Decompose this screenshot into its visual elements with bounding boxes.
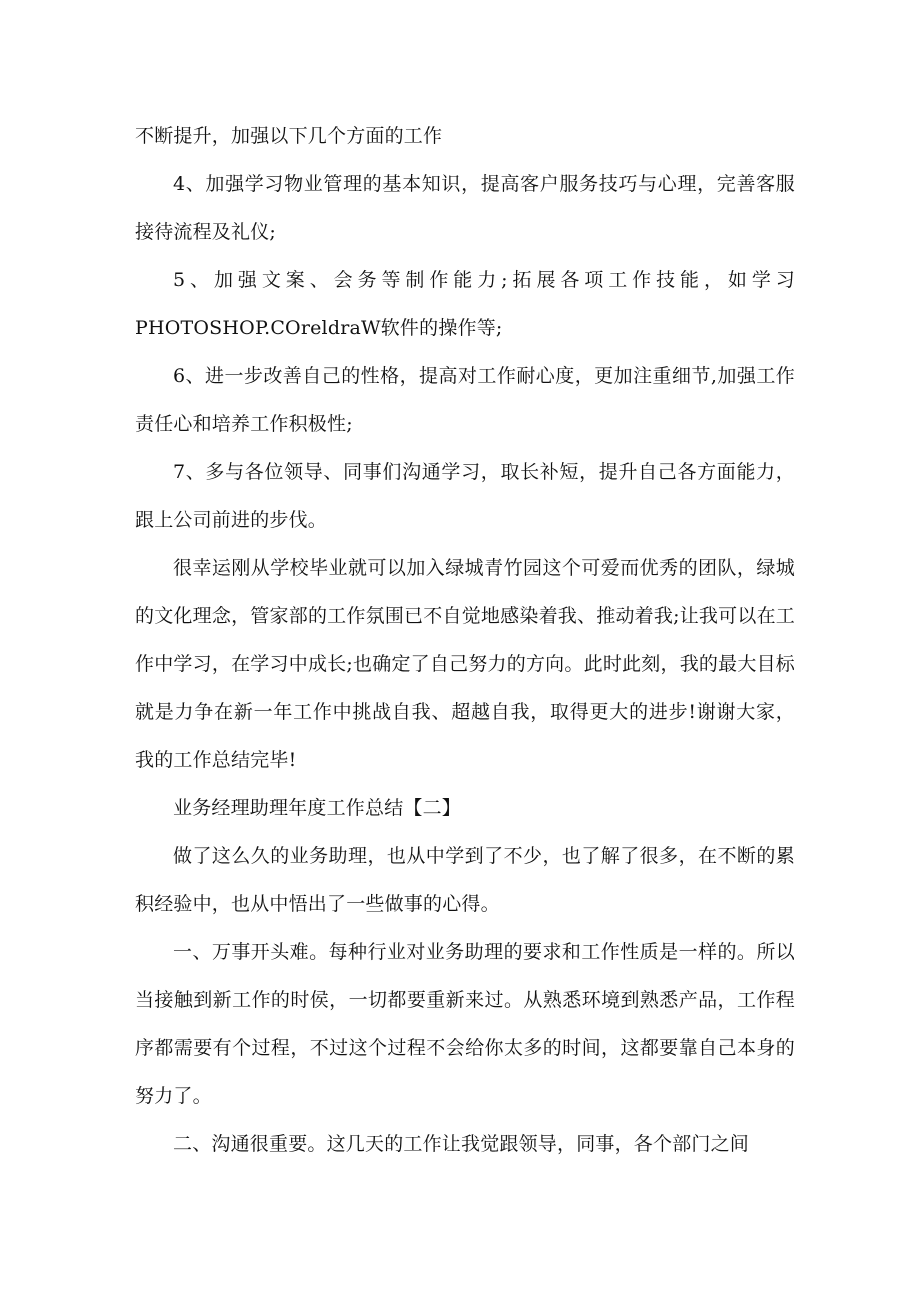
document-body (135, 112, 795, 1168)
paragraph-intro: 做了这么久的业务助理，也从中学到了不少，也了解了很多，在不断的累积经验中，也从中悟出了一些做事的心得。 (135, 845, 795, 915)
paragraph-point-1: 一、万事开头难。每种行业对业务助理的要求和工作性质是一样的。所以当接触到新工作的时侯，一切都要重新来过。从熟悉环境到熟悉产品，工作程序都需要有个过程，不过这个过程不会给你太多的时间，这都要靠自己本身的努力了。 (135, 941, 795, 1107)
paragraph-item-5: 5、加强文案、会务等制作能力;拓展各项工作技能，如学习PHOTOSHOP.COreldraW软件的操作等; (135, 269, 795, 339)
paragraph-item-4: 4、加强学习物业管理的基本知识，提高客户服务技巧与心理，完善客服接待流程及礼仪; (135, 173, 795, 243)
paragraph-item-6: 6、进一步改善自己的性格，提高对工作耐心度，更加注重细节,加强工作责任心和培养工作积极性; (135, 365, 795, 435)
paragraph-point-2: 二、沟通很重要。这几天的工作让我觉跟领导，同事，各个部门之间 (173, 1133, 750, 1155)
paragraph-continuation: 不断提升，加强以下几个方面的工作 (135, 125, 443, 147)
paragraph-closing: 很幸运刚从学校毕业就可以加入绿城青竹园这个可爱而优秀的团队，绿城的文化理念，管家部的工作氛围已不自觉地感染着我、推动着我;让我可以在工作中学习，在学习中成长;也确定了自己努力的方向。此时此刻，我的最大目标就是力争在新一年工作中挑战自我、超越自我，取得更大的进步!谢谢大家，我的工作总结完毕! (135, 557, 795, 771)
section-heading: 业务经理助理年度工作总结【二】 (173, 797, 462, 819)
paragraph-item-7: 7、多与各位领导、同事们沟通学习，取长补短，提升自己各方面能力，跟上公司前进的步伐。 (135, 461, 795, 531)
